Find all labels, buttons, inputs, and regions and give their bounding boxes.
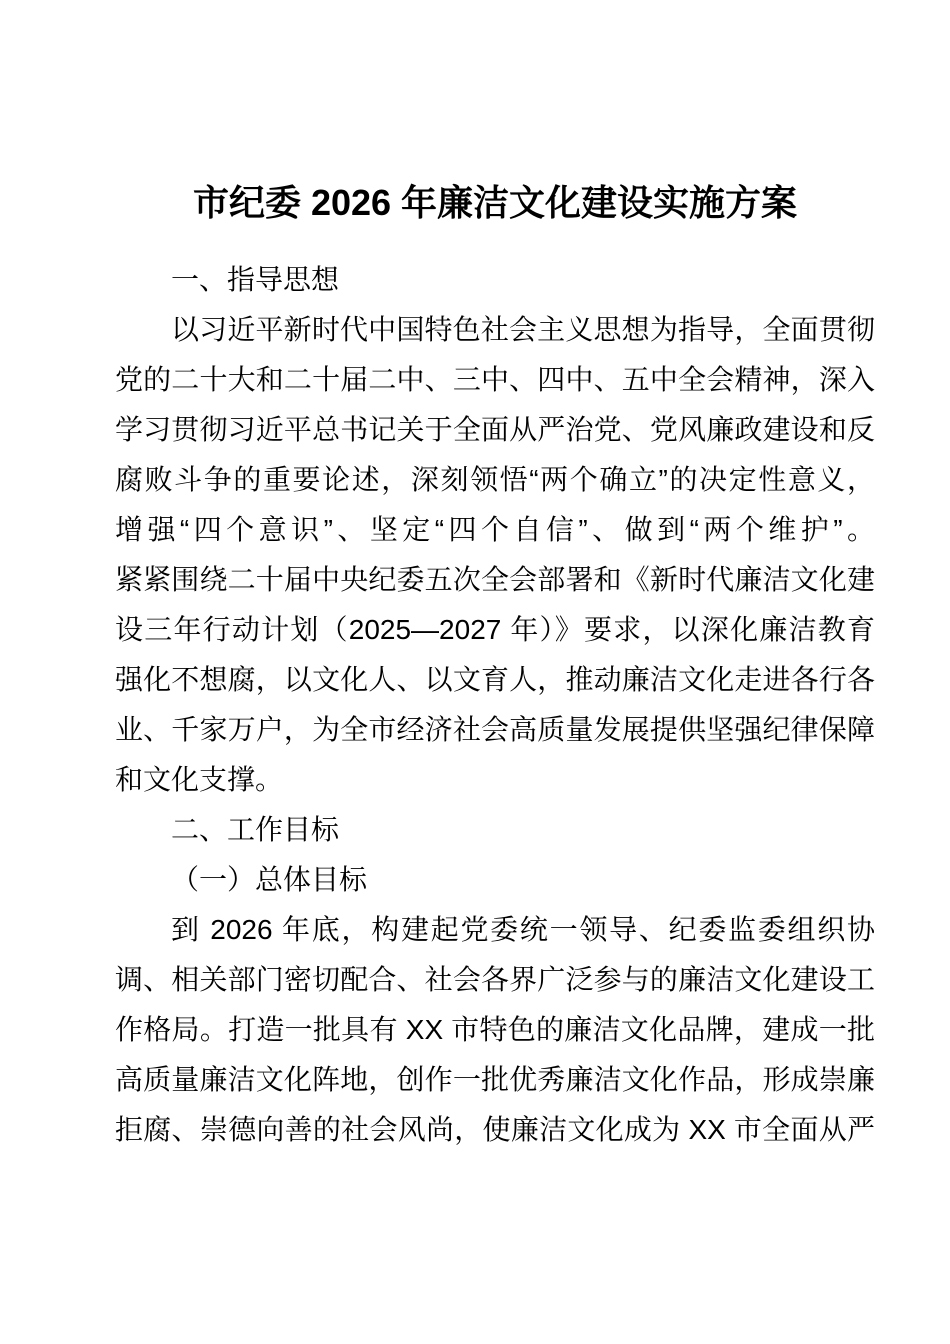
paragraph-line: 作格局。打造一批具有 XX 市特色的廉洁文化品牌，建成一批 — [115, 1014, 875, 1045]
paragraph-line: 调、相关部门密切配合、社会各界广泛参与的廉洁文化建设工 — [115, 964, 875, 995]
paragraph-line: 设三年行动计划（2025—2027 年）》要求，以深化廉洁教育 — [115, 614, 875, 645]
paragraph-line: 和文化支撑。 — [115, 764, 284, 795]
section-heading: 二、工作目标 — [171, 814, 340, 845]
document-body — [115, 255, 875, 1155]
section-heading: （一）总体目标 — [171, 864, 368, 895]
paragraph-first-line: 到 2026 年底，构建起党委统一领导、纪委监委组织协 — [171, 914, 875, 945]
paragraph-line: 紧紧围绕二十届中央纪委五次全会部署和《新时代廉洁文化建 — [115, 564, 875, 595]
section-heading: 一、指导思想 — [171, 264, 340, 295]
paragraph-line: 拒腐、崇德向善的社会风尚，使廉洁文化成为 XX 市全面从严 — [115, 1114, 875, 1145]
paragraph-line: 学习贯彻习近平总书记关于全面从严治党、党风廉政建设和反 — [115, 414, 875, 445]
paragraph-first-line: 以习近平新时代中国特色社会主义思想为指导，全面贯彻 — [171, 314, 875, 345]
paragraph-line: 腐败斗争的重要论述，深刻领悟“两个确立”的决定性意义， — [115, 464, 875, 495]
paragraph-line: 业、千家万户，为全市经济社会高质量发展提供坚强纪律保障 — [115, 714, 875, 745]
paragraph-line: 增强“四个意识”、坚定“四个自信”、做到“两个维护”。 — [115, 514, 875, 545]
document-title: 市纪委 2026 年廉洁文化建设实施方案 — [192, 182, 798, 223]
paragraph-line: 高质量廉洁文化阵地，创作一批优秀廉洁文化作品，形成崇廉 — [115, 1064, 875, 1095]
document-content — [115, 171, 875, 1155]
paragraph-line: 强化不想腐，以文化人、以文育人，推动廉洁文化走进各行各 — [115, 664, 875, 695]
paragraph-line: 党的二十大和二十届二中、三中、四中、五中全会精神，深入 — [115, 364, 875, 395]
